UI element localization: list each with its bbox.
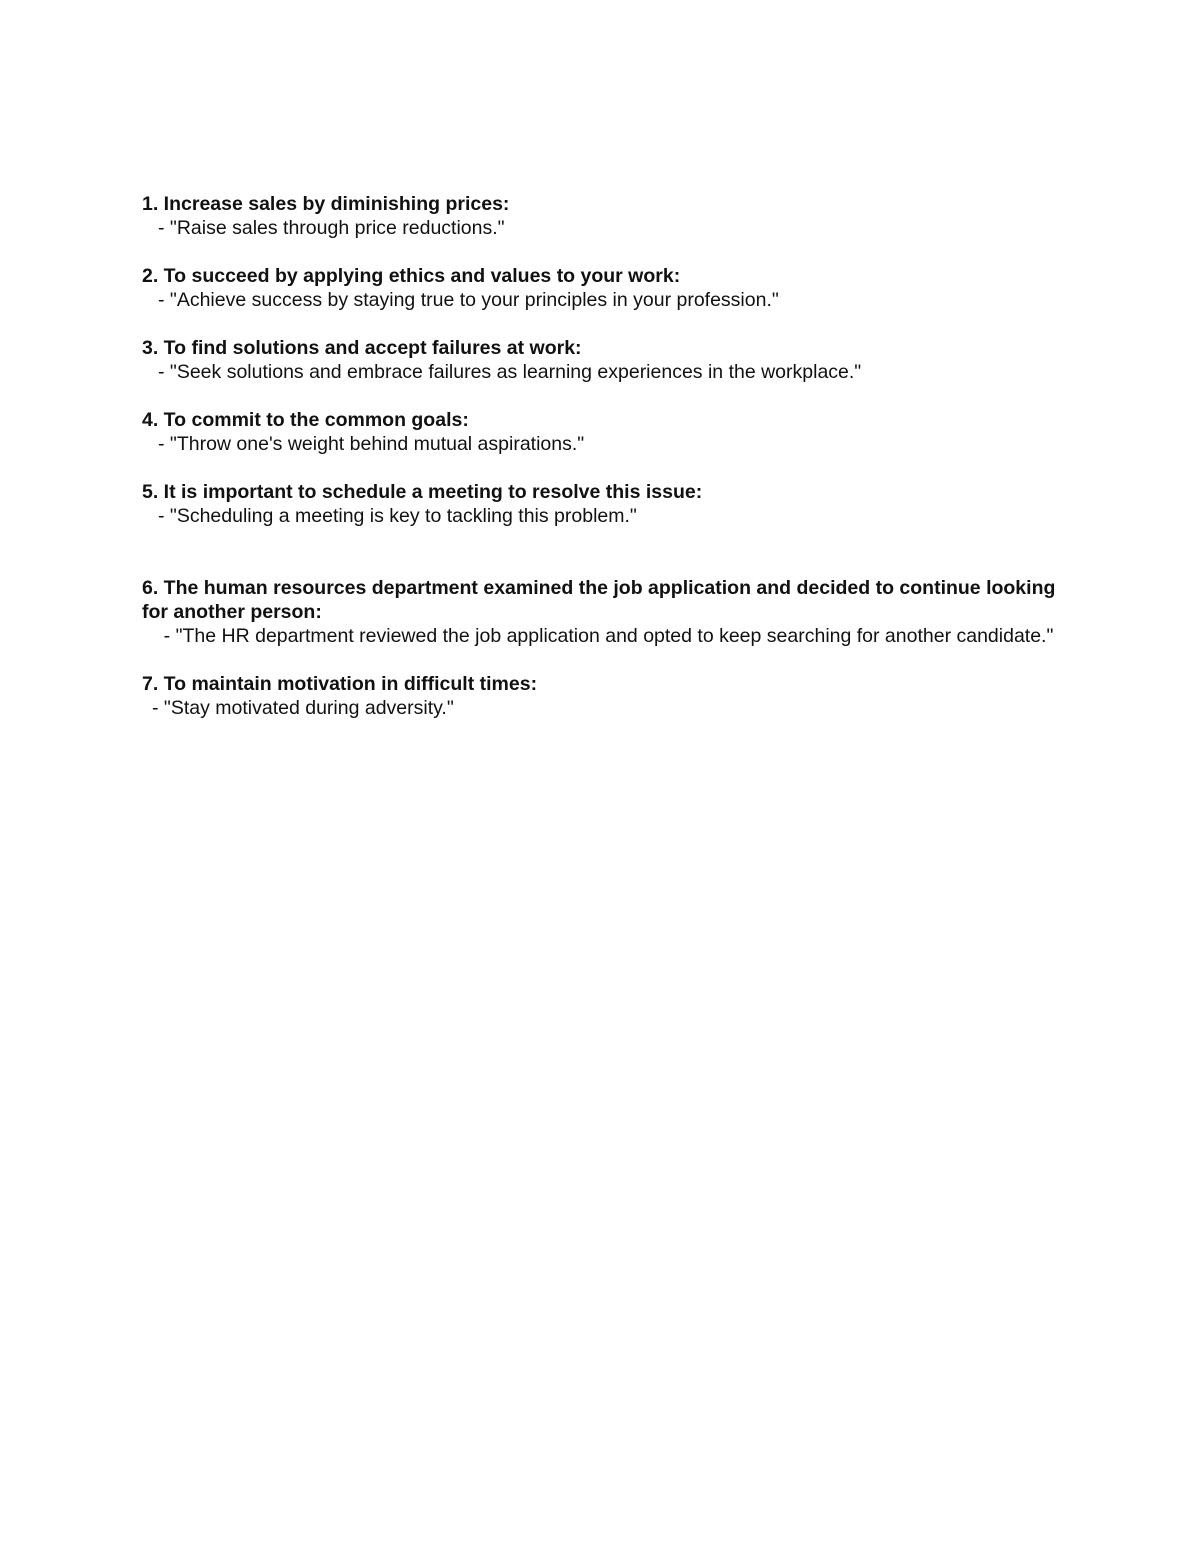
item-paraphrase: - "Scheduling a meeting is key to tackling this problem." <box>158 505 637 527</box>
phrase-list <box>142 192 1062 720</box>
item-heading: 3. To find solutions and accept failures at work: <box>142 337 582 359</box>
list-item <box>142 264 1062 312</box>
item-heading: 7. To maintain motivation in difficult times: <box>142 673 538 695</box>
item-heading: 4. To commit to the common goals: <box>142 409 469 431</box>
item-heading: 5. It is important to schedule a meeting to resolve this issue: <box>142 481 703 503</box>
item-paraphrase: - "Achieve success by staying true to your principles in your profession." <box>158 289 779 311</box>
list-item <box>142 480 1062 528</box>
item-heading: 6. The human resources department examined the job application and decided to continue looking for another person: <box>142 577 1056 623</box>
list-item <box>142 336 1062 384</box>
list-item <box>142 576 1062 648</box>
item-heading: 1. Increase sales by diminishing prices: <box>142 193 510 215</box>
item-paraphrase: - "Stay motivated during adversity." <box>152 697 454 719</box>
item-paraphrase: - "The HR department reviewed the job application and opted to keep searching for another candidate." <box>142 625 1054 647</box>
list-item <box>142 408 1062 456</box>
item-paraphrase: - "Throw one's weight behind mutual aspirations." <box>158 433 585 455</box>
list-item <box>142 672 1062 720</box>
list-item <box>142 192 1062 240</box>
item-paraphrase: - "Seek solutions and embrace failures as learning experiences in the workplace." <box>158 361 862 383</box>
item-heading: 2. To succeed by applying ethics and values to your work: <box>142 265 681 287</box>
item-paraphrase: - "Raise sales through price reductions." <box>158 217 505 239</box>
